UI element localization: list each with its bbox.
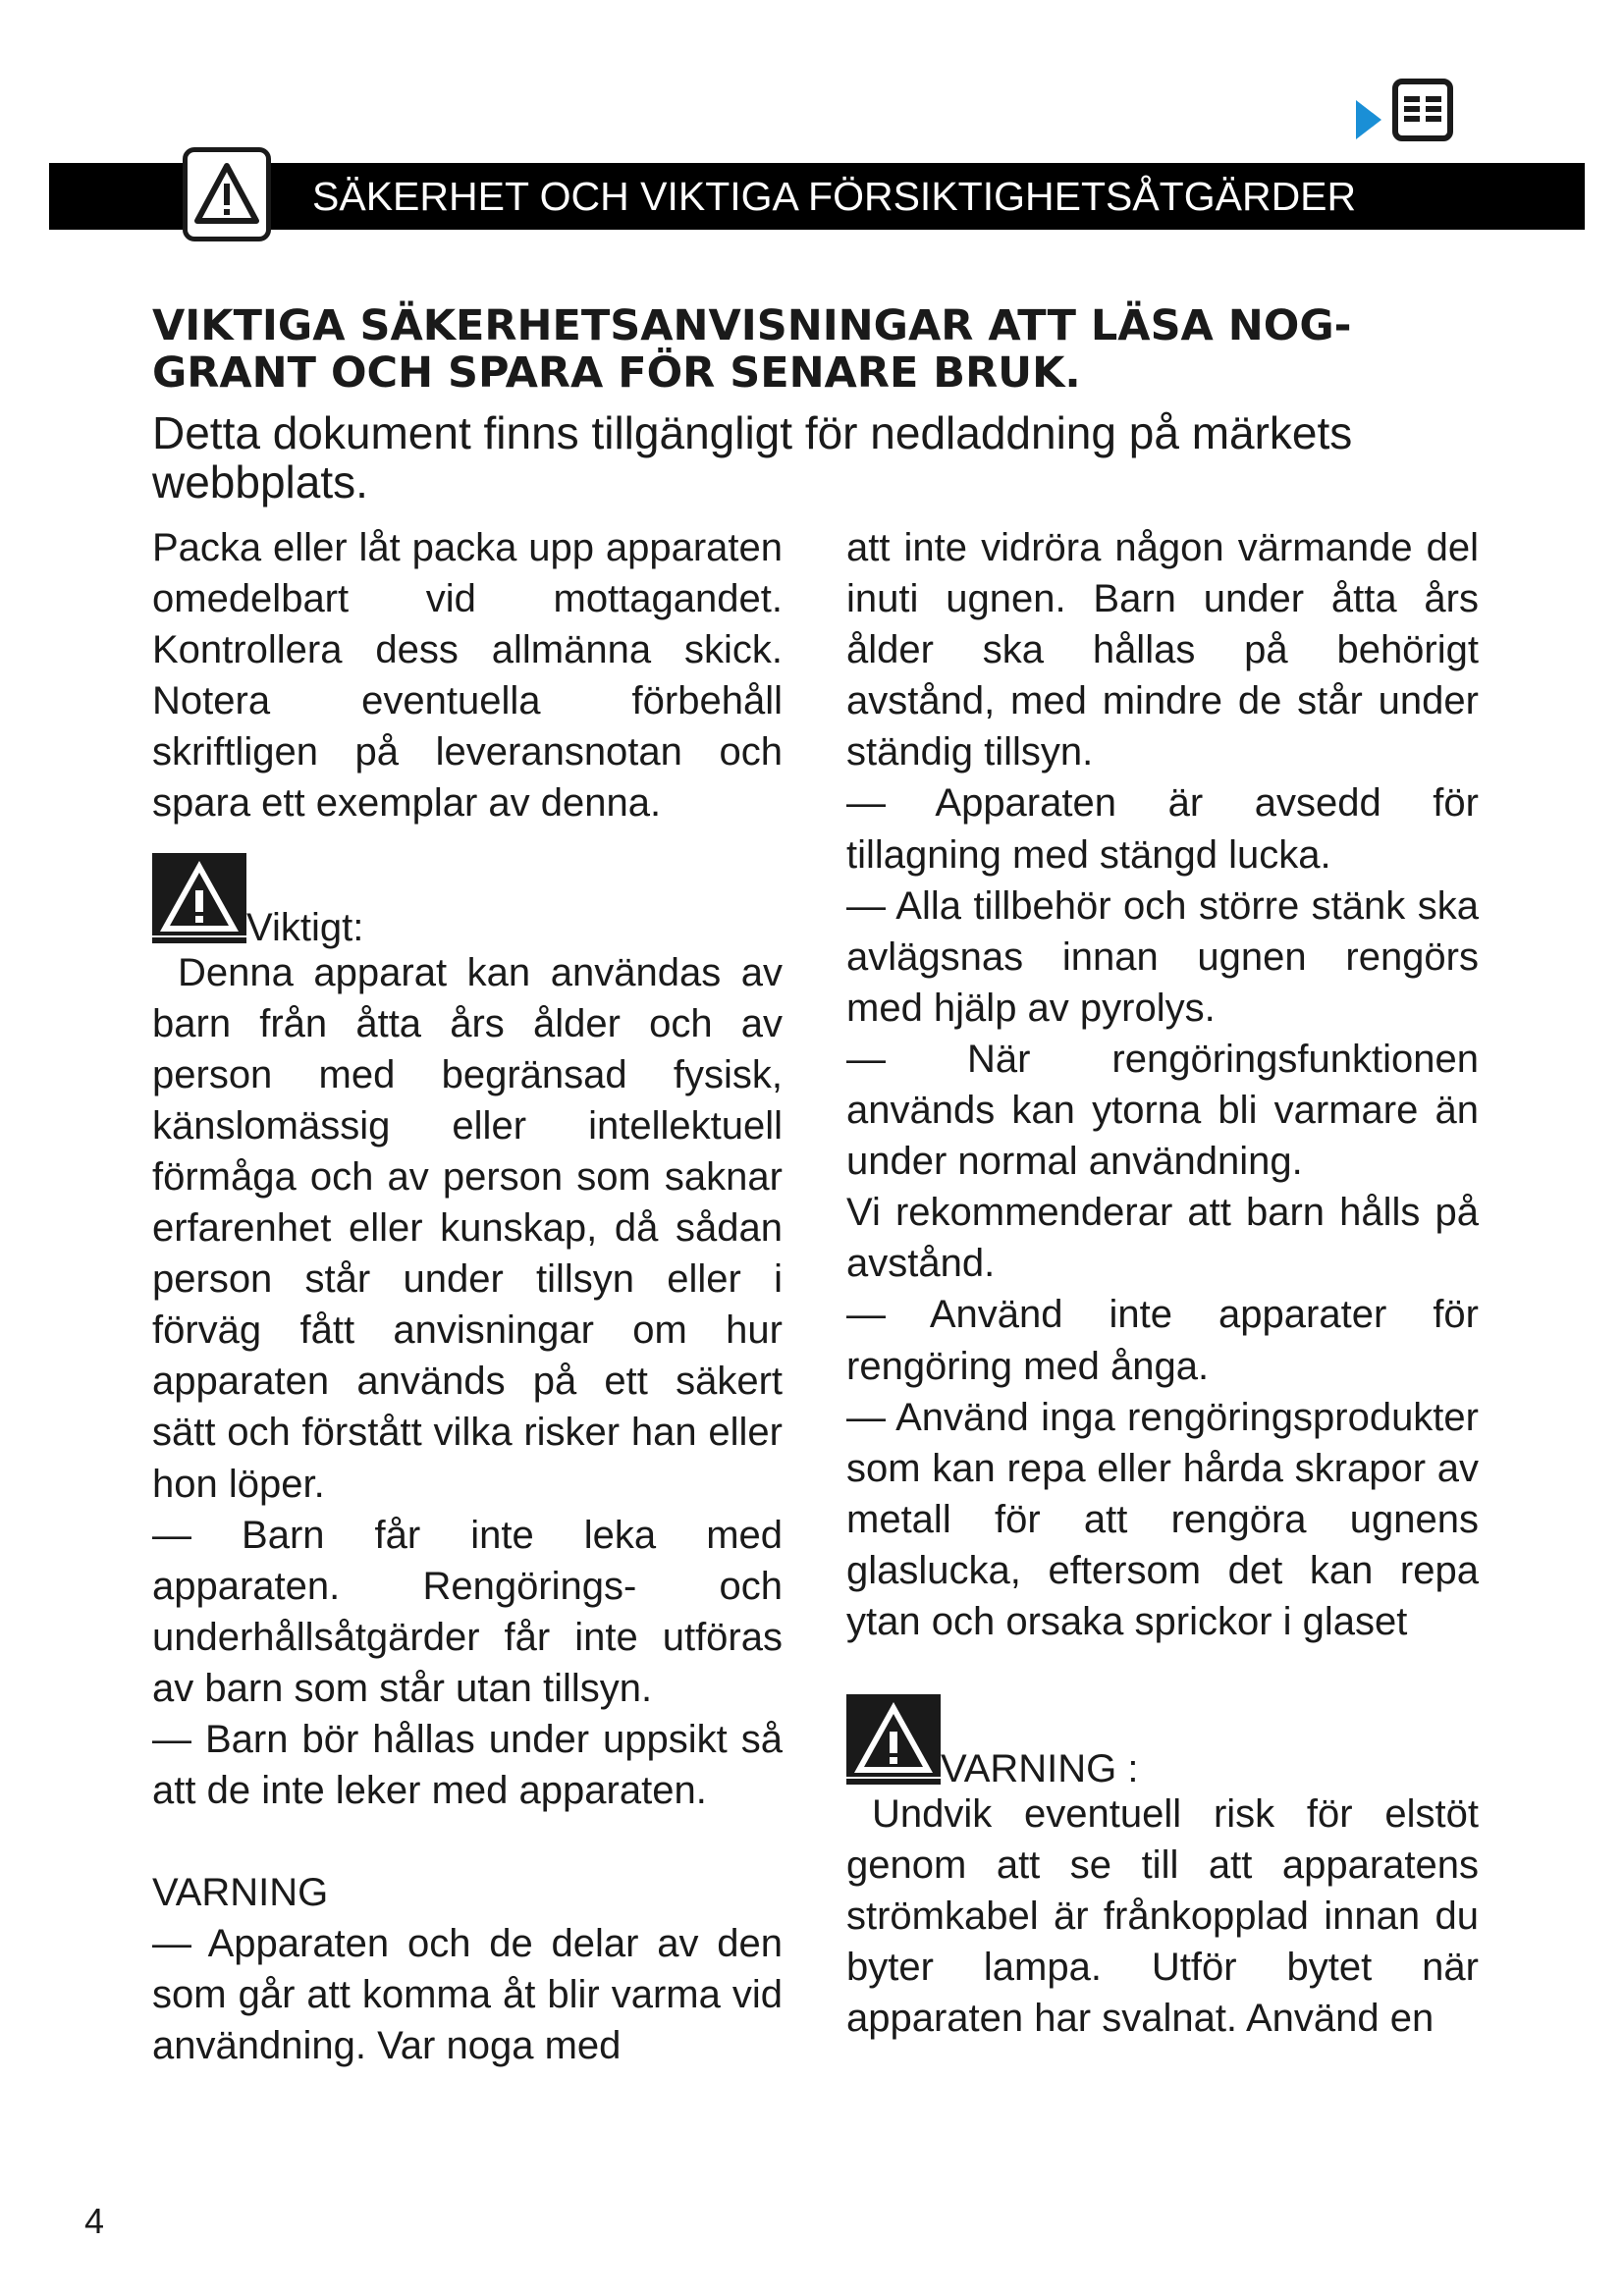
steam-cleaning-paragraph: — Använd inte apparater för rengöring med ånga. bbox=[846, 1293, 1479, 1388]
continuation-paragraph: att inte vidröra någon värmande del inuti ugnen. Barn under åtta års ålder ska hållas på behörigt avstånd, med mindre de står under ständig tillsyn. bbox=[846, 526, 1479, 774]
important-label: Viktigt: bbox=[246, 905, 364, 949]
document-heading: VIKTIGA SÄKERHETSANVISNINGAR ATT LÄSA NOG-GRANT OCH SPARA FÖR SENARE BRUK. bbox=[152, 301, 1352, 398]
document-subheading: Detta dokument finns tillgängligt för nedladdning på märkets webbplats. bbox=[152, 407, 1353, 507]
cleaning-function-paragraph: — När rengöringsfunktionen används kan ytorna bli varmare än under normal användning. bbox=[846, 1037, 1479, 1184]
children-supervision-paragraph: — Barn bör hållas under uppsikt så att de inte leker med apparaten. bbox=[152, 1717, 783, 1813]
play-arrow-icon[interactable] bbox=[1356, 100, 1381, 139]
warning-triangle-icon bbox=[183, 147, 271, 241]
closed-door-paragraph: — Apparaten är avsedd för tillagning med stängd lucka. bbox=[846, 781, 1479, 877]
important-notice-heading bbox=[152, 853, 783, 947]
children-play-paragraph: — Barn får inte leka med apparaten. Rengörings- och underhållsåtgärder får inte utföras av barn som står utan tillsyn. bbox=[152, 1513, 783, 1710]
section-title: SÄKERHET OCH VIKTIGA FÖRSIKTIGHETSÅTGÄRDER bbox=[312, 174, 1357, 219]
warning-icon bbox=[846, 1694, 941, 1789]
right-column bbox=[846, 522, 1479, 2045]
warning-heading: VARNING bbox=[152, 1871, 329, 1915]
electric-shock-paragraph: Undvik eventuell risk för elstöt genom att se till att apparatens strömkabel är frånkopplad innan du byter lampa. Utför bytet när apparaten har svalnat. Använd en bbox=[846, 1792, 1479, 2041]
important-paragraph: Denna apparat kan användas av barn från åtta års ålder och av person med begränsad fysisk, känslomässig eller intellektuell förmåga och av person som saknar erfarenhet eller kunskap, då sådan person står under tillsyn eller i förväg fått anvisningar om hur apparaten används på ett säkert sätt och förstått vilka risker han eller hon löper. bbox=[152, 950, 783, 1506]
pyrolysis-paragraph: — Alla tillbehör och större stänk ska avlägsnas innan ugnen rengörs med hjälp av pyrolys. bbox=[846, 883, 1479, 1030]
unpacking-paragraph: Packa eller låt packa upp apparaten omedelbart vid mottagandet. Kontrollera dess allmänna skick. Notera eventuella förbehåll skriftligen på leveransnotan och spara ett exemplar av denna. bbox=[152, 526, 783, 826]
electric-warning-heading bbox=[846, 1694, 1479, 1789]
page-number: 4 bbox=[84, 2201, 105, 2241]
hot-surfaces-paragraph: — Apparaten och de delar av den som går att komma åt blir varma vid användning. Var noga med bbox=[152, 1922, 783, 2068]
recommendation-paragraph: Vi rekommenderar att barn hålls på avstånd. bbox=[846, 1191, 1479, 1286]
warning-icon bbox=[152, 853, 246, 947]
warning-label: VARNING : bbox=[941, 1747, 1139, 1791]
left-column bbox=[152, 522, 783, 2072]
glass-door-paragraph: — Använd inga rengöringsprodukter som kan repa eller hårda skrapor av metall för att rengöra ugnens glaslucka, eftersom det kan repa ytan och orsaka sprickor i glaset bbox=[846, 1395, 1479, 1643]
manual-book-icon[interactable] bbox=[1392, 79, 1453, 141]
